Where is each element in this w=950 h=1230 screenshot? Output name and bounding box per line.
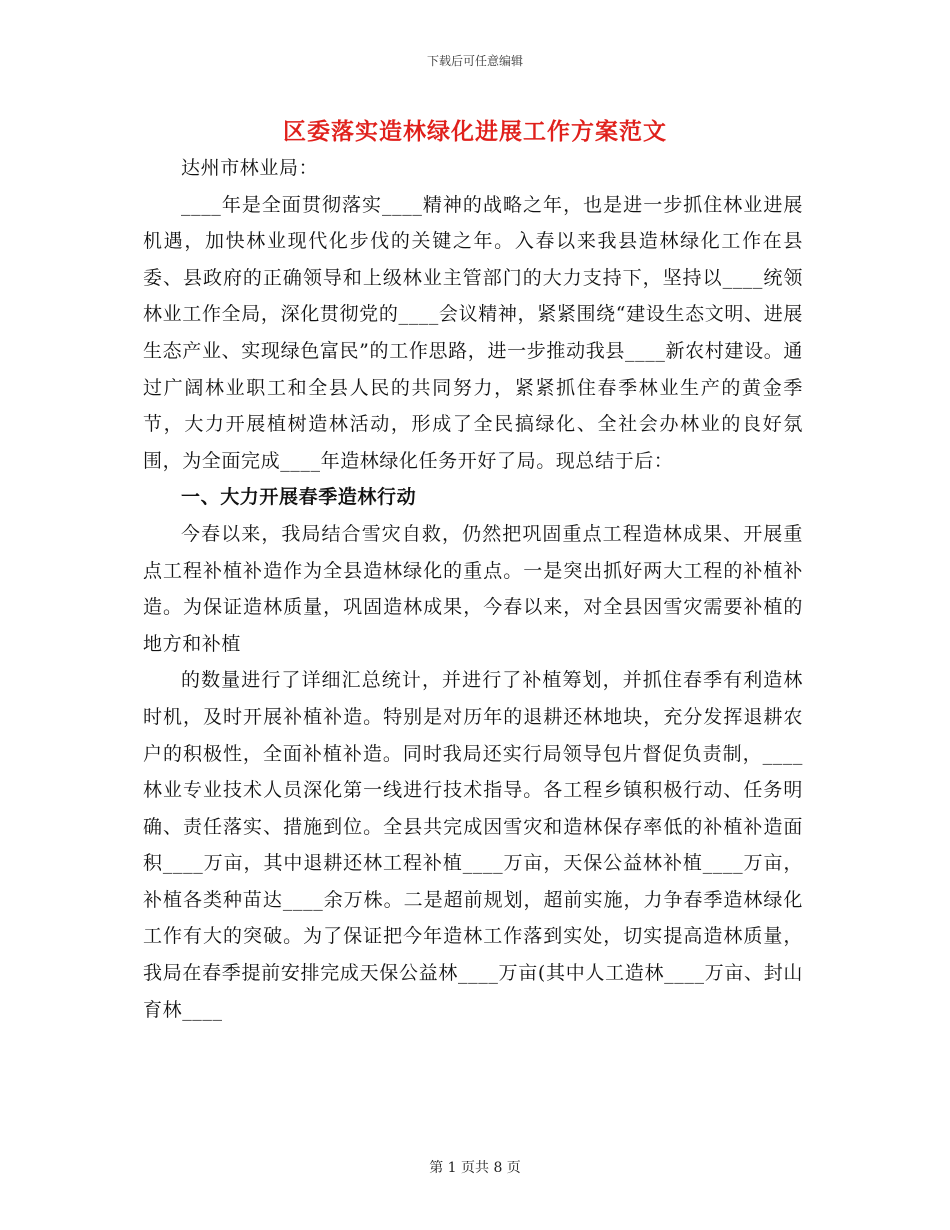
document-title: 区委落实造林绿化进展工作方案范文 [283,118,667,145]
intro-paragraph: ____年是全面贯彻落实____精神的战略之年，也是进一步抓住林业进展机遇，加快林业现代化步伐的关键之年。入春以来我县造林绿化工作在县委、县政府的正确领导和上级林业主管部门的大力支持下，坚持以____统领林业工作全局，深化贯彻党的____会议精神，紧紧围绕“建设生态文明、进展生态产业、实现绿色富民”的工作思路，进一步推动我县____新农村建设。通过广阔林业职工和全县人民的共同努力，紧紧抓住春季林业生产的黄金季节，大力开展植树造林活动，形成了全民搞绿化、全社会办林业的良好氛围，为全面完成____年造林绿化任务开好了局。现总结于后： [143,193,803,472]
section-paragraph-1: 今春以来，我局结合雪灾自救，仍然把巩固重点工程造林成果、开展重点工程补植补造作为全县造林绿化的重点。一是突出抓好两大工程的补植补造。为保证造林质量，巩固造林成果，今春以来，对全县因雪灾需要补植的地方和补植 [143,522,803,655]
document-body [143,150,803,1028]
section-paragraph-2: 的数量进行了详细汇总统计，并进行了补植筹划，并抓住春季有利造林时机，及时开展补植补造。特别是对历年的退耕还林地块，充分发挥退耕农户的积极性，全面补植补造。同时我局还实行局领导包片督促负责制，____林业专业技术人员深化第一线进行技术指导。各工程乡镇积极行动、任务明确、责任落实、措施到位。全县共完成因雪灾和造林保存率低的补植补造面积____万亩，其中退耕还林工程补植____万亩，天保公益林补植____万亩，补植各类种苗达____余万株。二是超前规划，超前实施，力争春季造林绿化工作有大的突破。为了保证把今年造林工作落到实处，切实提高造林质量，我局在春季提前安排完成天保公益林____万亩(其中人工造林____万亩、封山育林____ [143,669,803,1021]
section-heading: 一、大力开展春季造林行动 [181,486,417,509]
page-footer: 第 1 页共 8 页 [429,1160,521,1176]
salutation: 达州市林业局： [181,157,319,179]
page-header: 下载后可任意编辑 [426,54,523,68]
